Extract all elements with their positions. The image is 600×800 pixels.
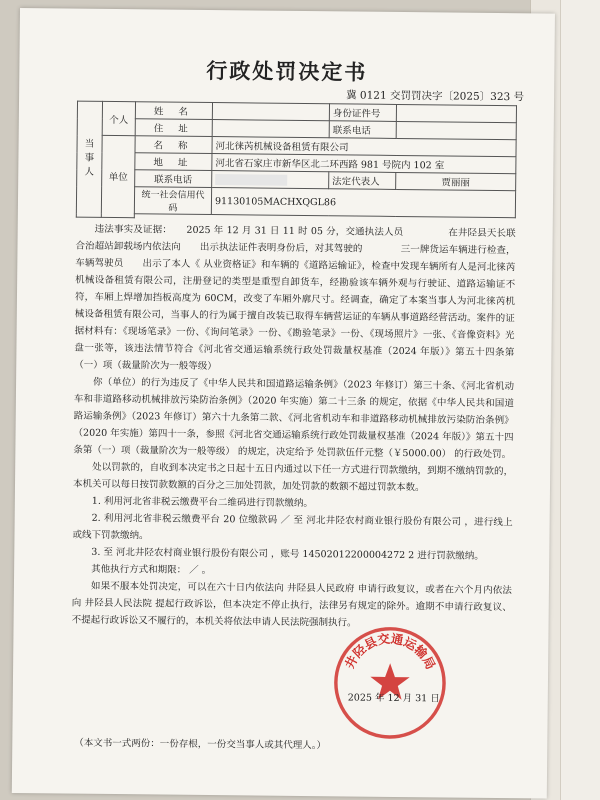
unit-label-cell xyxy=(101,135,135,217)
company-name-label: 名 称 xyxy=(135,136,212,154)
party-label-cell xyxy=(76,101,102,217)
official-seal xyxy=(330,623,449,742)
document-body xyxy=(72,221,516,634)
payment-rules-paragraph: 处以罚款的，自收到本决定书之日起十五日内通过以下任一方式进行罚款缴纳，到期不缴纳罚款的，本机关可以每日按罚款数额的百分之三加处罚款，加处罚款的数额不超过罚款本数。 xyxy=(72,461,514,494)
document-title: 行政处罚决定书 xyxy=(206,57,368,85)
id-value xyxy=(396,104,516,122)
credit-code-label: 统一社会信用代码 xyxy=(134,187,211,215)
legal-rep-label: 法定代表人 xyxy=(329,172,396,190)
other-execution-paragraph: 其他执行方式和期限： ／ 。 xyxy=(91,563,212,577)
company-address: 河北省石家庄市新华区北二环西路 981 号院内 102 室 xyxy=(212,154,516,174)
company-name: 河北徕芮机械设备租赁有限公司 xyxy=(212,137,516,157)
credit-code-value: 91130105MACHXQGL86 xyxy=(211,188,515,218)
seal-text: 井陉县交通运输局 xyxy=(341,630,439,672)
redaction-mark xyxy=(215,174,287,186)
party-label: 当事人 xyxy=(84,138,95,179)
copies-note: （本文书一式两份：一份存根，一份交当事人或其代理人。） xyxy=(74,737,327,752)
payment-method-1: 1. 利用河北省非税云缴费平台二维码进行罚款缴纳。 xyxy=(91,495,313,510)
name-value xyxy=(212,103,329,121)
violation-facts-paragraph: 违法事实及证据： 2025 年 12 月 31 日 11 时 05 分，交通执法人员 在井陉县天长联合治超站卸载场内依法向 出示执法证件表明身份后，对其驾驶的 三一牌货运车辆进行检查，车辆驾驶员 出示了本人《 从业资格证》和车辆的《道路运输证》，检查中发现车辆所有人是河北徕芮机械设备租赁有限公司，注册登记的类型是重型自卸货车，经勘验该车辆外观与行驶证、道路运输证不符，车厢上焊增加挡板高度为 60CM，改变了车厢外廓尺寸。经调查，确定了本案当事人为河北徕芮机械设备租赁有限公司，当事人的行为属于擅自改装已取得车辆营运证的车辆从事道路经营活动。案件的证据材料有：《现场笔录》一份、《询问笔录》一份、《勘验笔录》一份、《现场照片》一张、《音像资料》光盘一张等，该违法情节符合《河北省交通运输系统行政处罚裁量权基准（2024 年版）》第五十四条第（一）项（裁量阶次为一般等级） xyxy=(74,223,516,373)
document-page xyxy=(12,8,555,799)
phone-label: 联系电话 xyxy=(329,121,396,139)
unit-label: 单位 xyxy=(108,172,128,184)
party-info-table xyxy=(76,101,517,222)
phone-value xyxy=(396,121,516,139)
underlying-sheet xyxy=(560,0,600,800)
address-label: 住 址 xyxy=(135,119,212,137)
payment-method-3: 3. 至 河北井陉农村商业银行股份有限公司 ，账号 14502012200004272 2 进行罚款缴纳。 xyxy=(91,546,484,562)
payment-method-2: 2. 利用河北省非税云缴费平台 20 位缴款码 ／ 至 河北井陉农村商业银行股份有限公司 ，进行线上或线下罚款缴纳。 xyxy=(72,512,513,542)
individual-label-cell xyxy=(102,101,135,135)
address-value xyxy=(212,120,329,138)
appeal-rights-paragraph: 如果不服本处罚决定，可以在六十日内依法向 井陉县人民政府 申请行政复议，或者在六个月内依法向 井陉县人民法院 提起行政诉讼，但本决定不停止执行，法律另有规定的除外。逾期不申请行政复议、不提起行政诉讼又不履行的，本机关将依法申请人民法院强制执行。 xyxy=(71,580,512,629)
company-address-label: 地 址 xyxy=(135,153,212,171)
id-label: 身份证件号 xyxy=(329,104,396,122)
company-phone-label: 联系电话 xyxy=(135,170,212,188)
name-label: 姓 名 xyxy=(135,102,212,120)
decision-paragraph: 你（单位）的行为违反了《中华人民共和国道路运输条例》（2023 年修订）第三十条、《河北省机动车和非道路移动机械排放污染防治条例》（2020 年实施）第二十三条 的规定，依据《中华人民共和国道路运输条例》（2023 年修订）第六十九条第二款、《河北省机动车和非道路移动机械排放污染防治条例》（2020 年实施）第四十一条，参照《河北省交通运输系统行政处罚裁量权基准（2024 年版）》第五十四条第（一）项（裁量阶次为一般等级） 的规定，决定给予 处罚款伍仟元整（￥5000.00） 的行政处罚。 xyxy=(73,376,515,461)
document-number: 冀 0121 交罚罚决字〔2025〕323 号 xyxy=(346,89,525,104)
company-phone-value xyxy=(212,171,329,189)
individual-label: 个人 xyxy=(109,114,129,126)
legal-rep-value: 贾丽丽 xyxy=(396,172,516,190)
issue-date: 2025 年 12 月 31 日 xyxy=(347,692,440,705)
